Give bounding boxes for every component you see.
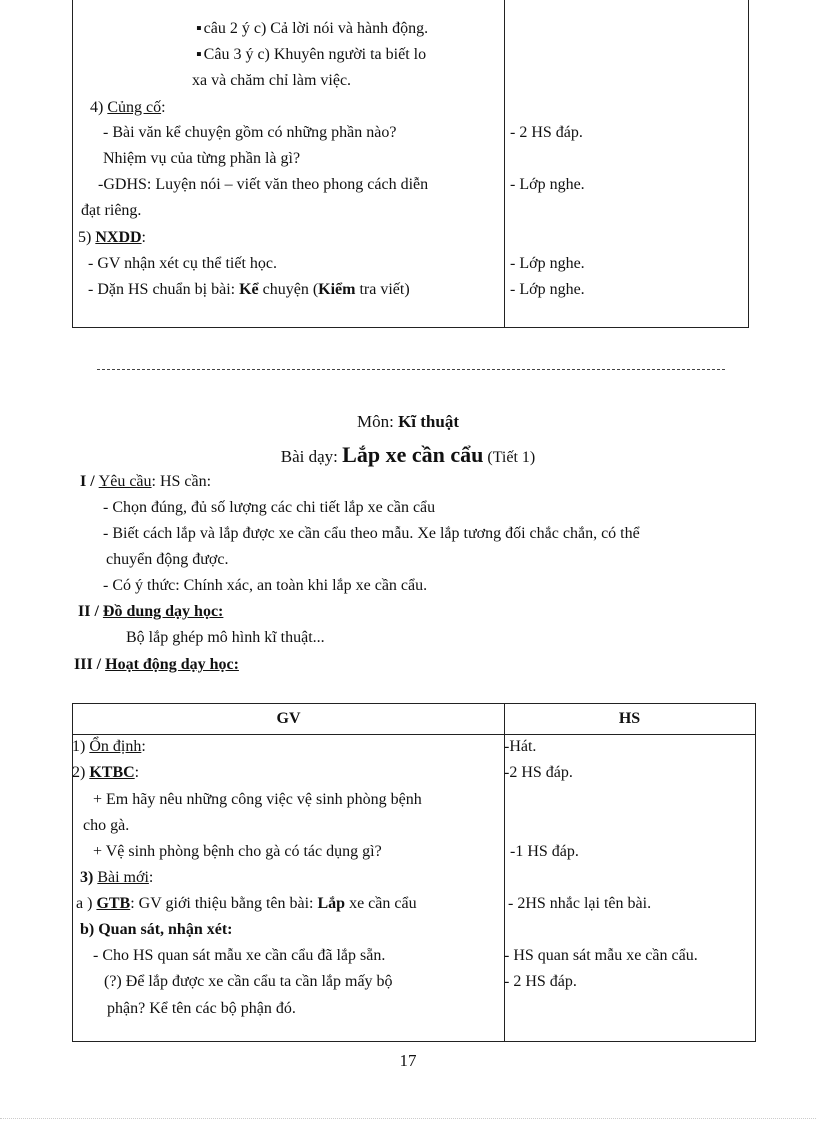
step-bai-moi: 3) Bài mới: — [80, 869, 154, 886]
student-response: - 2 HS đáp. — [510, 124, 583, 141]
check-question: + Vệ sinh phòng bệnh cho gà có tác dụng gì? — [93, 843, 382, 860]
observation-question-cont: phận? Kể tên các bộ phận đó. — [107, 1000, 296, 1017]
column-header-gv: GV — [276, 710, 301, 727]
page-edge-line — [0, 1118, 816, 1119]
materials-item: Bộ lắp ghép mô hình kĩ thuật... — [126, 629, 325, 646]
review-question-cont: Nhiệm vụ của từng phần là gì? — [103, 150, 301, 167]
answer-line-q3: ▪ Câu 3 ý c) Khuyên người ta biết lo — [196, 42, 426, 68]
page-number: 17 — [399, 1051, 417, 1070]
requirement-item: - Chọn đúng, đủ số lượng các chi tiết lắp xe cần cẩu — [103, 499, 436, 516]
review-question: - Bài văn kể chuyện gồm có những phần nào? — [103, 124, 397, 141]
teacher-comment: - GV nhận xét cụ thể tiết học. — [88, 255, 277, 272]
check-question-cont: cho gà. — [83, 817, 130, 834]
student-response: - Lớp nghe. — [510, 255, 585, 272]
observation-question: (?) Để lắp được xe cần cẩu ta cần lắp mấy bộ — [104, 973, 393, 990]
gdhs-text: -GDHS: Luyện nói – viết văn theo phong cách diễn — [98, 176, 429, 193]
table-header-divider — [73, 734, 755, 735]
requirement-item-cont: chuyển động được. — [106, 551, 229, 568]
subject-line: Môn: Kĩ thuật — [356, 412, 460, 431]
materials-heading: II / Đồ dung dạy học: — [78, 603, 224, 620]
student-response: - 2HS nhắc lại tên bài. — [508, 895, 652, 912]
student-response: - 2 HS đáp. — [504, 973, 577, 990]
student-response: - HS quan sát mẫu xe cần cẩu. — [504, 947, 698, 964]
lesson-title-line: Bài dạy: Lắp xe cần cẩu (Tiết 1) — [280, 442, 536, 467]
student-response: - Lớp nghe. — [510, 176, 585, 193]
section-separator — [97, 369, 725, 370]
step-on-dinh: 1) Ổn định: — [72, 738, 146, 755]
activities-heading: III / Hoạt động dạy học: — [74, 656, 239, 673]
answer-line-q3-cont: xa và chăm chỉ làm việc. — [192, 72, 352, 89]
answer-line-q2: ▪ câu 2 ý c) Cả lời nói và hành động. — [196, 16, 428, 42]
student-response: -1 HS đáp. — [510, 843, 579, 860]
intro-line: a ) GTB: GV giới thiệu bằng tên bài: Lắp xe cần cẩu — [76, 895, 417, 912]
section-nxdd-heading: 5) NXDD: — [78, 229, 146, 246]
step-ktbc: 2) KTBC: — [72, 764, 140, 781]
observation-heading: b) Quan sát, nhận xét: — [80, 921, 233, 938]
observation-instruction: - Cho HS quan sát mẫu xe cần cẩu đã lắp sẵn. — [93, 947, 386, 964]
requirement-item: - Biết cách lắp và lắp được xe cần cẩu theo mẫu. Xe lắp tương đối chắc chắn, có thể — [103, 525, 640, 542]
check-question: + Em hãy nêu những công việc vệ sinh phòng bệnh — [93, 791, 422, 808]
student-response: - Lớp nghe. — [510, 281, 585, 298]
gdhs-text-cont: đạt riêng. — [81, 202, 142, 219]
student-response: -Hát. — [504, 738, 537, 755]
requirements-heading: I / Yêu cầu: HS cần: — [80, 473, 212, 490]
homework-instruction: - Dặn HS chuẩn bị bài: Kể chuyện (Kiểm tra viết) — [88, 281, 410, 298]
section-cung-co-heading: 4) Củng cố: — [90, 99, 166, 116]
student-response: -2 HS đáp. — [504, 764, 573, 781]
column-header-hs: HS — [618, 710, 641, 727]
table-column-divider — [504, 0, 505, 327]
requirement-item: - Có ý thức: Chính xác, an toàn khi lắp xe cần cẩu. — [103, 577, 428, 594]
